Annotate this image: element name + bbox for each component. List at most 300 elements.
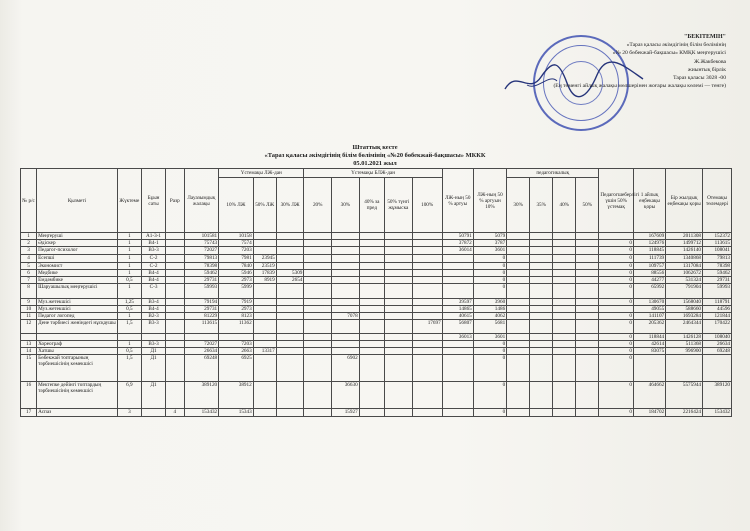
table-cell-p30a <box>276 263 304 270</box>
doc-title: Штаттық кесте <box>352 144 398 151</box>
table-cell-r <box>166 263 184 270</box>
table-cell-p100 <box>412 313 442 320</box>
table-cell-p10: 2973 <box>219 277 254 284</box>
table-cell-q40 <box>553 233 576 240</box>
table-cell-v: 153432 <box>703 409 732 417</box>
header-p30a: 30% ЛЖ <box>276 178 304 233</box>
table-cell-p30a <box>276 382 304 409</box>
header-annual: Бір жылдық еңбекақы қоры <box>666 169 703 233</box>
table-cell-q40 <box>553 348 576 355</box>
header-workload: Жүктеме <box>117 169 141 233</box>
table-cell-v: 118791 <box>703 299 732 306</box>
table-cell-ped: 0 <box>599 382 634 409</box>
table-cell-l50 <box>442 255 473 263</box>
table-cell-a: 2011308 <box>666 233 703 240</box>
table-cell-r <box>166 255 184 263</box>
table-cell-l50 <box>442 270 473 277</box>
table-row <box>21 233 732 240</box>
table-cell-l10: 3787 <box>473 240 506 247</box>
table-cell-u: B3-4 <box>141 299 165 306</box>
table-cell-p50b <box>385 355 413 382</box>
staffing-table-body <box>21 233 732 417</box>
table-cell-p50b <box>385 409 413 417</box>
table-cell-p50b <box>385 270 413 277</box>
header-rank: Разр <box>166 169 184 233</box>
table-cell-q35 <box>530 247 553 255</box>
header-q30: 30% <box>507 178 530 233</box>
table-cell-sal: 101581 <box>184 233 219 240</box>
table-cell-r <box>166 247 184 255</box>
table-cell-sal: 69248 <box>184 355 219 382</box>
table-cell-q40 <box>553 313 576 320</box>
table-cell-p30b <box>332 255 360 263</box>
table-cell-p10: 15343 <box>219 409 254 417</box>
header-salary: Лауазымдық жалақы <box>184 169 219 233</box>
table-cell-sal: 78398 <box>184 263 219 270</box>
table-cell-q30 <box>507 382 530 409</box>
table-cell-ped: 0 <box>599 409 634 417</box>
table-cell-p20 <box>304 233 332 240</box>
header-p50b: 50% түнгі жұмыска <box>385 178 413 233</box>
table-cell-w: 1,5 <box>117 320 141 334</box>
table-cell-q35 <box>530 382 553 409</box>
table-cell-q50 <box>576 320 599 334</box>
table-cell-l10: 1486 <box>473 306 506 313</box>
table-cell-m <box>633 355 665 382</box>
table-cell-p50a <box>253 240 276 247</box>
table-cell-n: 2 <box>21 240 37 247</box>
table-row <box>21 320 732 334</box>
table-cell-q30 <box>507 233 530 240</box>
table-cell-m: 88556 <box>633 270 665 277</box>
table-cell-v: 26634 <box>703 341 732 348</box>
table-cell-p10: 5999 <box>219 284 254 299</box>
table-cell-m: 167609 <box>633 233 665 240</box>
table-cell-r <box>166 270 184 277</box>
table-cell-p20 <box>304 306 332 313</box>
header-num: № р/с <box>21 169 37 233</box>
table-cell-p30b <box>332 341 360 348</box>
table-cell-q30 <box>507 299 530 306</box>
table-row <box>21 334 732 341</box>
approval-line: жиынтық бірлік <box>687 66 726 73</box>
header-p20: 20% <box>304 178 332 233</box>
table-cell-name: Медбике <box>37 270 118 277</box>
table-cell-a: 1693284 <box>666 313 703 320</box>
table-cell-l10: 0 <box>473 255 506 263</box>
table-cell-p100 <box>412 247 442 255</box>
table-cell-p40 <box>359 299 384 306</box>
table-cell-v: 170422 <box>703 320 732 334</box>
table-cell-q30 <box>507 348 530 355</box>
table-cell-q40 <box>553 334 576 341</box>
table-cell-n: 1 <box>21 233 37 240</box>
table-cell-w: 1 <box>117 284 141 299</box>
table-cell-ped: 0 <box>599 299 634 306</box>
table-cell-p30a <box>276 334 304 341</box>
table-cell-sal: 153432 <box>184 409 219 417</box>
table-cell-r: 4 <box>166 409 184 417</box>
table-cell-a: 531324 <box>666 277 703 284</box>
table-cell-n: 12 <box>21 320 37 334</box>
table-cell-p30a <box>276 233 304 240</box>
table-cell-a: 1499712 <box>666 240 703 247</box>
table-cell-p20 <box>304 341 332 348</box>
table-cell-q50 <box>576 277 599 284</box>
table-cell-r <box>166 348 184 355</box>
table-cell-name: Хореограф <box>37 341 118 348</box>
table-cell-p30a <box>276 284 304 299</box>
table-cell-p30a <box>276 348 304 355</box>
table-cell-sal: 389120 <box>184 382 219 409</box>
table-cell-p10: 7203 <box>219 247 254 255</box>
table-cell-l10: 0 <box>473 277 506 284</box>
table-cell-p50a <box>253 341 276 348</box>
table-cell-p40 <box>359 240 384 247</box>
table-cell-w: 0,5 <box>117 306 141 313</box>
table-cell-p20 <box>304 348 332 355</box>
table-cell-sal: 29731 <box>184 306 219 313</box>
table-cell-p100 <box>412 299 442 306</box>
table-cell-p50b <box>385 233 413 240</box>
table-cell-l10: 0 <box>473 409 506 417</box>
table-cell-q40 <box>553 247 576 255</box>
table-cell-l50: 56807 <box>442 320 473 334</box>
table-cell-l50: 36013 <box>442 334 473 341</box>
table-cell-r <box>166 355 184 382</box>
table-cell-q40 <box>553 284 576 299</box>
table-row <box>21 341 732 348</box>
table-cell-l10: 0 <box>473 270 506 277</box>
table-cell-q50 <box>576 255 599 263</box>
table-cell-q30 <box>507 284 530 299</box>
table-cell-q30 <box>507 313 530 320</box>
table-cell-u: B2-3 <box>141 313 165 320</box>
table-cell-q40 <box>553 255 576 263</box>
table-cell-v: 113615 <box>703 240 732 247</box>
table-row <box>21 263 732 270</box>
table-cell-p30b <box>332 348 360 355</box>
table-cell-l10: 0 <box>473 355 506 382</box>
table-cell-l10: 3960 <box>473 299 506 306</box>
table-cell-p100 <box>412 306 442 313</box>
table-cell-p50b <box>385 255 413 263</box>
table-cell-p20 <box>304 240 332 247</box>
table-cell-n: 11 <box>21 313 37 320</box>
table-cell-l50: 36014 <box>442 247 473 255</box>
table-cell-p50b <box>385 320 413 334</box>
table-cell-l10: 5681 <box>473 320 506 334</box>
table-cell-p20 <box>304 263 332 270</box>
table-cell-sal: 113615 <box>184 320 219 334</box>
table-cell-p40 <box>359 320 384 334</box>
table-cell-l10: 0 <box>473 284 506 299</box>
table-row <box>21 409 732 417</box>
table-cell-q35 <box>530 255 553 263</box>
table-cell-p100 <box>412 382 442 409</box>
table-cell-p100 <box>412 233 442 240</box>
table-cell-w: 1 <box>117 255 141 263</box>
table-cell-sal: 59462 <box>184 270 219 277</box>
table-cell-u: B4-4 <box>141 277 165 284</box>
table-cell-p50b <box>385 284 413 299</box>
table-row <box>21 240 732 247</box>
table-cell-l10: 0 <box>473 341 506 348</box>
table-cell-p30a <box>276 341 304 348</box>
table-cell-q35 <box>530 299 553 306</box>
table-cell-l50 <box>442 355 473 382</box>
table-cell-p50a: 8919 <box>253 277 276 284</box>
table-cell-p10: 2973 <box>219 306 254 313</box>
table-cell-m: 184702 <box>633 409 665 417</box>
table-cell-name: Мектепке дейінгі топтардың тәрбиешісінің көмекшісі <box>37 382 118 409</box>
table-cell-q35 <box>530 277 553 284</box>
table-cell-q50 <box>576 334 599 341</box>
table-cell-l50 <box>442 277 473 284</box>
table-cell-p50a <box>253 313 276 320</box>
table-cell-p50a <box>253 334 276 341</box>
table-cell-m: 49055 <box>633 306 665 313</box>
table-cell-u <box>141 409 165 417</box>
table-cell-p30a <box>276 320 304 334</box>
table-cell-q40 <box>553 382 576 409</box>
table-cell-m: 124976 <box>633 240 665 247</box>
table-cell-p30a <box>276 409 304 417</box>
table-cell-l10: 4062 <box>473 313 506 320</box>
table-cell-a: 2216424 <box>666 409 703 417</box>
table-cell-q30 <box>507 247 530 255</box>
table-cell-l50: 37872 <box>442 240 473 247</box>
table-cell-p30a <box>276 255 304 263</box>
table-cell-m: 464662 <box>633 382 665 409</box>
table-cell-p10: 7574 <box>219 240 254 247</box>
table-cell-p30a <box>276 313 304 320</box>
table-cell-p50a: 23945 <box>253 255 276 263</box>
approval-line: «Тараз қаласы әкімдігінің білім бөлімінің <box>626 42 726 49</box>
table-cell-p30b <box>332 240 360 247</box>
table-cell-q35 <box>530 320 553 334</box>
table-cell-u: B4-1 <box>141 240 165 247</box>
table-cell-w: 1 <box>117 341 141 348</box>
table-cell-v: 152372 <box>703 233 732 240</box>
table-cell-q40 <box>553 299 576 306</box>
table-cell-p100 <box>412 284 442 299</box>
table-cell-p40 <box>359 355 384 382</box>
table-cell-p30a <box>276 355 304 382</box>
table-cell-a: 791904 <box>666 284 703 299</box>
table-cell-p100 <box>412 255 442 263</box>
table-cell-p50a: 17839 <box>253 270 276 277</box>
table-cell-ped: 0 <box>599 270 634 277</box>
table-cell-name: Педагог логопед <box>37 313 118 320</box>
table-cell-p10: 7840 <box>219 263 254 270</box>
table-cell-p50b <box>385 306 413 313</box>
table-cell-sal <box>184 334 219 341</box>
table-cell-l50 <box>442 284 473 299</box>
table-row <box>21 299 732 306</box>
table-cell-r <box>166 320 184 334</box>
table-cell-q35 <box>530 284 553 299</box>
table-cell-v: 108041 <box>703 247 732 255</box>
table-row <box>21 306 732 313</box>
table-cell-u: B4-4 <box>141 270 165 277</box>
table-cell-p50b <box>385 334 413 341</box>
table-cell-p10: 7203 <box>219 341 254 348</box>
table-cell-p50a <box>253 409 276 417</box>
table-cell-n: 13 <box>21 341 37 348</box>
table-cell-a: 511368 <box>666 341 703 348</box>
header-group-blzh: Үстемақы БЛЖ-дан <box>304 169 442 178</box>
table-cell-a: 1426128 <box>666 334 703 341</box>
table-cell-p30b <box>332 263 360 270</box>
table-cell-sal: 26634 <box>184 348 219 355</box>
table-cell-name: Әдіскер <box>37 240 118 247</box>
table-cell-p50b <box>385 299 413 306</box>
table-cell-ped: 0 <box>599 320 634 334</box>
table-cell-p40 <box>359 277 384 284</box>
table-cell-q40 <box>553 320 576 334</box>
table-cell-w: 1,5 <box>117 355 141 382</box>
table-cell-p30b <box>332 320 360 334</box>
table-cell-p20 <box>304 320 332 334</box>
table-cell-q50 <box>576 247 599 255</box>
table-cell-q35 <box>530 306 553 313</box>
table-cell-q30 <box>507 306 530 313</box>
table-cell-w: 3 <box>117 409 141 417</box>
header-q35: 35% <box>530 178 553 233</box>
table-cell-p10 <box>219 334 254 341</box>
table-row <box>21 348 732 355</box>
header-group-ljzh: Үстемақы ЛЖ-дан <box>219 169 304 178</box>
table-cell-a: 1568040 <box>666 299 703 306</box>
table-cell-l50: 39597 <box>442 299 473 306</box>
table-cell-q35 <box>530 263 553 270</box>
header-ped-extra: Педагогшеберлігі үшін 50% үстемақ <box>599 169 634 233</box>
table-row <box>21 382 732 409</box>
header-unit: Бұын саты <box>141 169 165 233</box>
table-cell-r <box>166 284 184 299</box>
table-cell-p50a <box>253 320 276 334</box>
table-cell-q40 <box>553 240 576 247</box>
table-cell-sal: 29731 <box>184 277 219 284</box>
table-cell-p20 <box>304 409 332 417</box>
table-cell-p20 <box>304 382 332 409</box>
table-cell-p30b: 7078 <box>332 313 360 320</box>
table-cell-name: Меңгеруші <box>37 233 118 240</box>
table-cell-p20 <box>304 284 332 299</box>
table-cell-q30 <box>507 270 530 277</box>
table-cell-q40 <box>553 306 576 313</box>
table-cell-q50 <box>576 233 599 240</box>
table-row <box>21 247 732 255</box>
header-lzh50-10: ЛЖ-ның 50 % артуын 10% <box>473 169 506 233</box>
table-cell-u: C-2 <box>141 263 165 270</box>
table-cell-ped <box>599 233 634 240</box>
table-cell-l10: 0 <box>473 382 506 409</box>
table-cell-q40 <box>553 409 576 417</box>
table-cell-w: 1 <box>117 313 141 320</box>
table-cell-n: 8 <box>21 284 37 299</box>
table-cell-p50b <box>385 382 413 409</box>
table-cell-p40 <box>359 382 384 409</box>
table-cell-q30 <box>507 320 530 334</box>
table-cell-m: 118845 <box>633 247 665 255</box>
table-cell-l50: 40615 <box>442 313 473 320</box>
table-cell-p40 <box>359 306 384 313</box>
table-cell-p30a <box>276 247 304 255</box>
table-cell-u: C-2 <box>141 255 165 263</box>
table-cell-q30 <box>507 263 530 270</box>
table-cell-l10: 3601 <box>473 247 506 255</box>
table-cell-q50 <box>576 263 599 270</box>
table-cell-p50b <box>385 277 413 284</box>
table-cell-p40 <box>359 233 384 240</box>
table-cell-p50a <box>253 306 276 313</box>
table-cell-q35 <box>530 341 553 348</box>
table-cell-v: 29731 <box>703 277 732 284</box>
table-cell-p40 <box>359 409 384 417</box>
table-cell-p100 <box>412 334 442 341</box>
table-cell-n <box>21 334 37 341</box>
table-cell-u: B3-3 <box>141 247 165 255</box>
table-row <box>21 313 732 320</box>
table-cell-p40 <box>359 348 384 355</box>
table-cell-ped: 0 <box>599 277 634 284</box>
table-cell-ped: 0 <box>599 348 634 355</box>
table-cell-name: Экономист <box>37 263 118 270</box>
table-cell-p10: 2663 <box>219 348 254 355</box>
table-cell-p30a <box>276 306 304 313</box>
table-cell-p100 <box>412 409 442 417</box>
table-cell-u: B3-3 <box>141 341 165 348</box>
header-p100: 100% <box>412 178 442 233</box>
header-position: Қызметі <box>37 169 118 233</box>
table-cell-m: 109757 <box>633 263 665 270</box>
table-cell-l50 <box>442 409 473 417</box>
table-cell-p30b <box>332 247 360 255</box>
table-cell-a <box>666 355 703 382</box>
table-cell-p100 <box>412 348 442 355</box>
table-cell-q30 <box>507 240 530 247</box>
table-cell-sal: 72027 <box>184 247 219 255</box>
table-cell-p30a: 5309 <box>276 270 304 277</box>
table-cell-name: Бөбекжай топтарының тәрбиешісінің көмекшісі <box>37 355 118 382</box>
table-cell-q50 <box>576 313 599 320</box>
table-cell-p10: 11362 <box>219 320 254 334</box>
table-cell-q30 <box>507 409 530 417</box>
table-cell-r <box>166 277 184 284</box>
approval-line: «№ 20 бөбекжай-бақшасы» КМҚК меңгерушісі <box>612 50 726 57</box>
table-cell-p30b: 6902 <box>332 355 360 382</box>
table-cell-ped: 0 <box>599 313 634 320</box>
table-cell-v: 44596 <box>703 306 732 313</box>
table-cell-p30a <box>276 240 304 247</box>
table-cell-w: 1 <box>117 247 141 255</box>
table-cell-n: 16 <box>21 382 37 409</box>
table-cell-w: 1 <box>117 263 141 270</box>
table-cell-name: Хатшы <box>37 348 118 355</box>
table-cell-l50: 14865 <box>442 306 473 313</box>
table-cell-p30b: 15927 <box>332 409 360 417</box>
table-cell-p50b <box>385 240 413 247</box>
table-cell-q50 <box>576 299 599 306</box>
table-cell-w: 6,9 <box>117 382 141 409</box>
doc-subtitle: «Тараз қаласы әкімдігінің білім бөлімінің «№20 бөбекжай-бақшасы» МККК <box>264 152 486 159</box>
table-cell-m: 65992 <box>633 284 665 299</box>
table-cell-p10: 7981 <box>219 255 254 263</box>
table-cell-ped: 0 <box>599 247 634 255</box>
table-cell-p30b <box>332 284 360 299</box>
